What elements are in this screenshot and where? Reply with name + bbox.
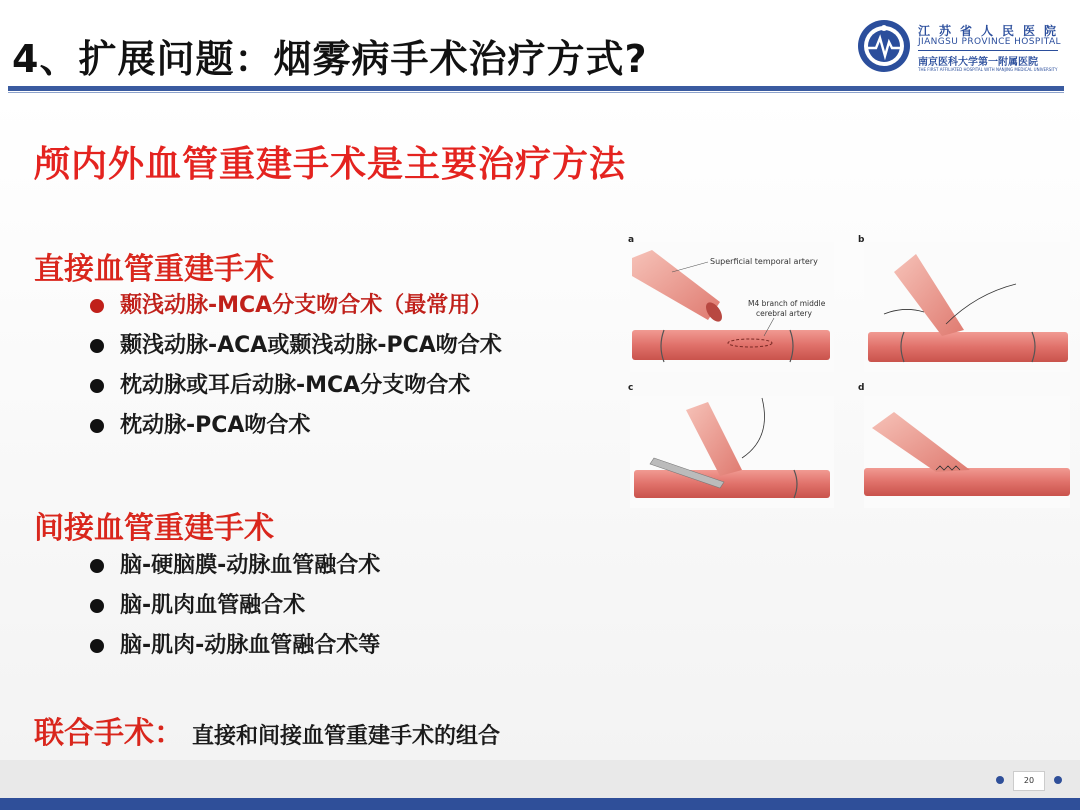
panel-c: [628, 383, 834, 508]
list-item: [88, 546, 380, 586]
indirect-list: [88, 546, 380, 666]
logo-name-en: JIANGSU PROVINCE HOSPITAL: [918, 37, 1061, 47]
hospital-logo: [856, 18, 1066, 76]
list-item-text: 颞浅动脉-MCA分支吻合术（最常用）: [120, 293, 493, 318]
page-number: 20: [1013, 771, 1045, 791]
list-item: [88, 626, 380, 666]
panel-label: d: [858, 383, 865, 393]
bullet-icon: [90, 379, 104, 393]
logo-name-cn-2: 南京医科大学第一附属医院: [918, 57, 1038, 68]
list-item: [88, 586, 380, 626]
panel-label: a: [628, 235, 635, 245]
list-item: [88, 326, 502, 366]
direct-list: [88, 286, 502, 446]
hospital-emblem-icon: [856, 18, 912, 74]
bullet-icon: [90, 559, 104, 573]
panel-a: [628, 235, 834, 372]
bullet-icon: [90, 339, 104, 353]
list-item-text: 颞浅动脉-ACA或颞浅动脉-PCA吻合术: [120, 333, 502, 358]
footer-bar: [0, 798, 1080, 810]
list-item: [88, 366, 502, 406]
panel-b: [858, 235, 1070, 372]
combined-heading: 联合手术：: [34, 716, 184, 751]
combined-surgery: [34, 708, 500, 752]
bullet-icon: [90, 599, 104, 613]
bullet-icon: [90, 639, 104, 653]
logo-name-en-2: THE FIRST AFFILIATED HOSPITAL WITH NANJING MEDICAL UNIVERSITY: [918, 67, 1058, 72]
footer-dot-icon: [996, 776, 1004, 784]
panel-d: [858, 383, 1070, 508]
list-item-text: 脑-肌肉-动脉血管融合术等: [120, 633, 381, 658]
footer-dot-icon: [1054, 776, 1062, 784]
direct-heading: 直接血管重建手术: [34, 252, 274, 287]
list-item: [88, 286, 502, 326]
footer-band: [0, 760, 1080, 798]
list-item-text: 枕动脉或耳后动脉-MCA分支吻合术: [120, 373, 471, 398]
title-divider-thin: [8, 92, 1064, 93]
label-sta: Superficial temporal artery: [710, 257, 818, 266]
logo-divider: [918, 50, 1058, 51]
bullet-icon: [90, 419, 104, 433]
label-m4-2: cerebral artery: [756, 309, 812, 318]
title-divider: [8, 86, 1064, 91]
list-item-text: 脑-肌肉血管融合术: [120, 593, 306, 618]
panel-label: c: [628, 383, 634, 393]
main-heading: 颅内外血管重建手术是主要治疗方法: [34, 144, 627, 185]
combined-text: 直接和间接血管重建手术的组合: [192, 724, 501, 749]
anastomosis-illustration: [624, 232, 1076, 512]
page-title: 4、扩展问题：烟雾病手术治疗方式?: [12, 37, 648, 81]
logo-name-cn: 江苏省人民医院: [918, 24, 1066, 38]
list-item-text: 脑-硬脑膜-动脉血管融合术: [120, 553, 381, 578]
list-item: [88, 406, 502, 446]
list-item-text: 枕动脉-PCA吻合术: [120, 413, 311, 438]
label-m4: M4 branch of middle: [748, 299, 826, 308]
panel-label: b: [858, 235, 865, 245]
bullet-icon: [90, 299, 104, 313]
indirect-heading: 间接血管重建手术: [34, 511, 274, 546]
